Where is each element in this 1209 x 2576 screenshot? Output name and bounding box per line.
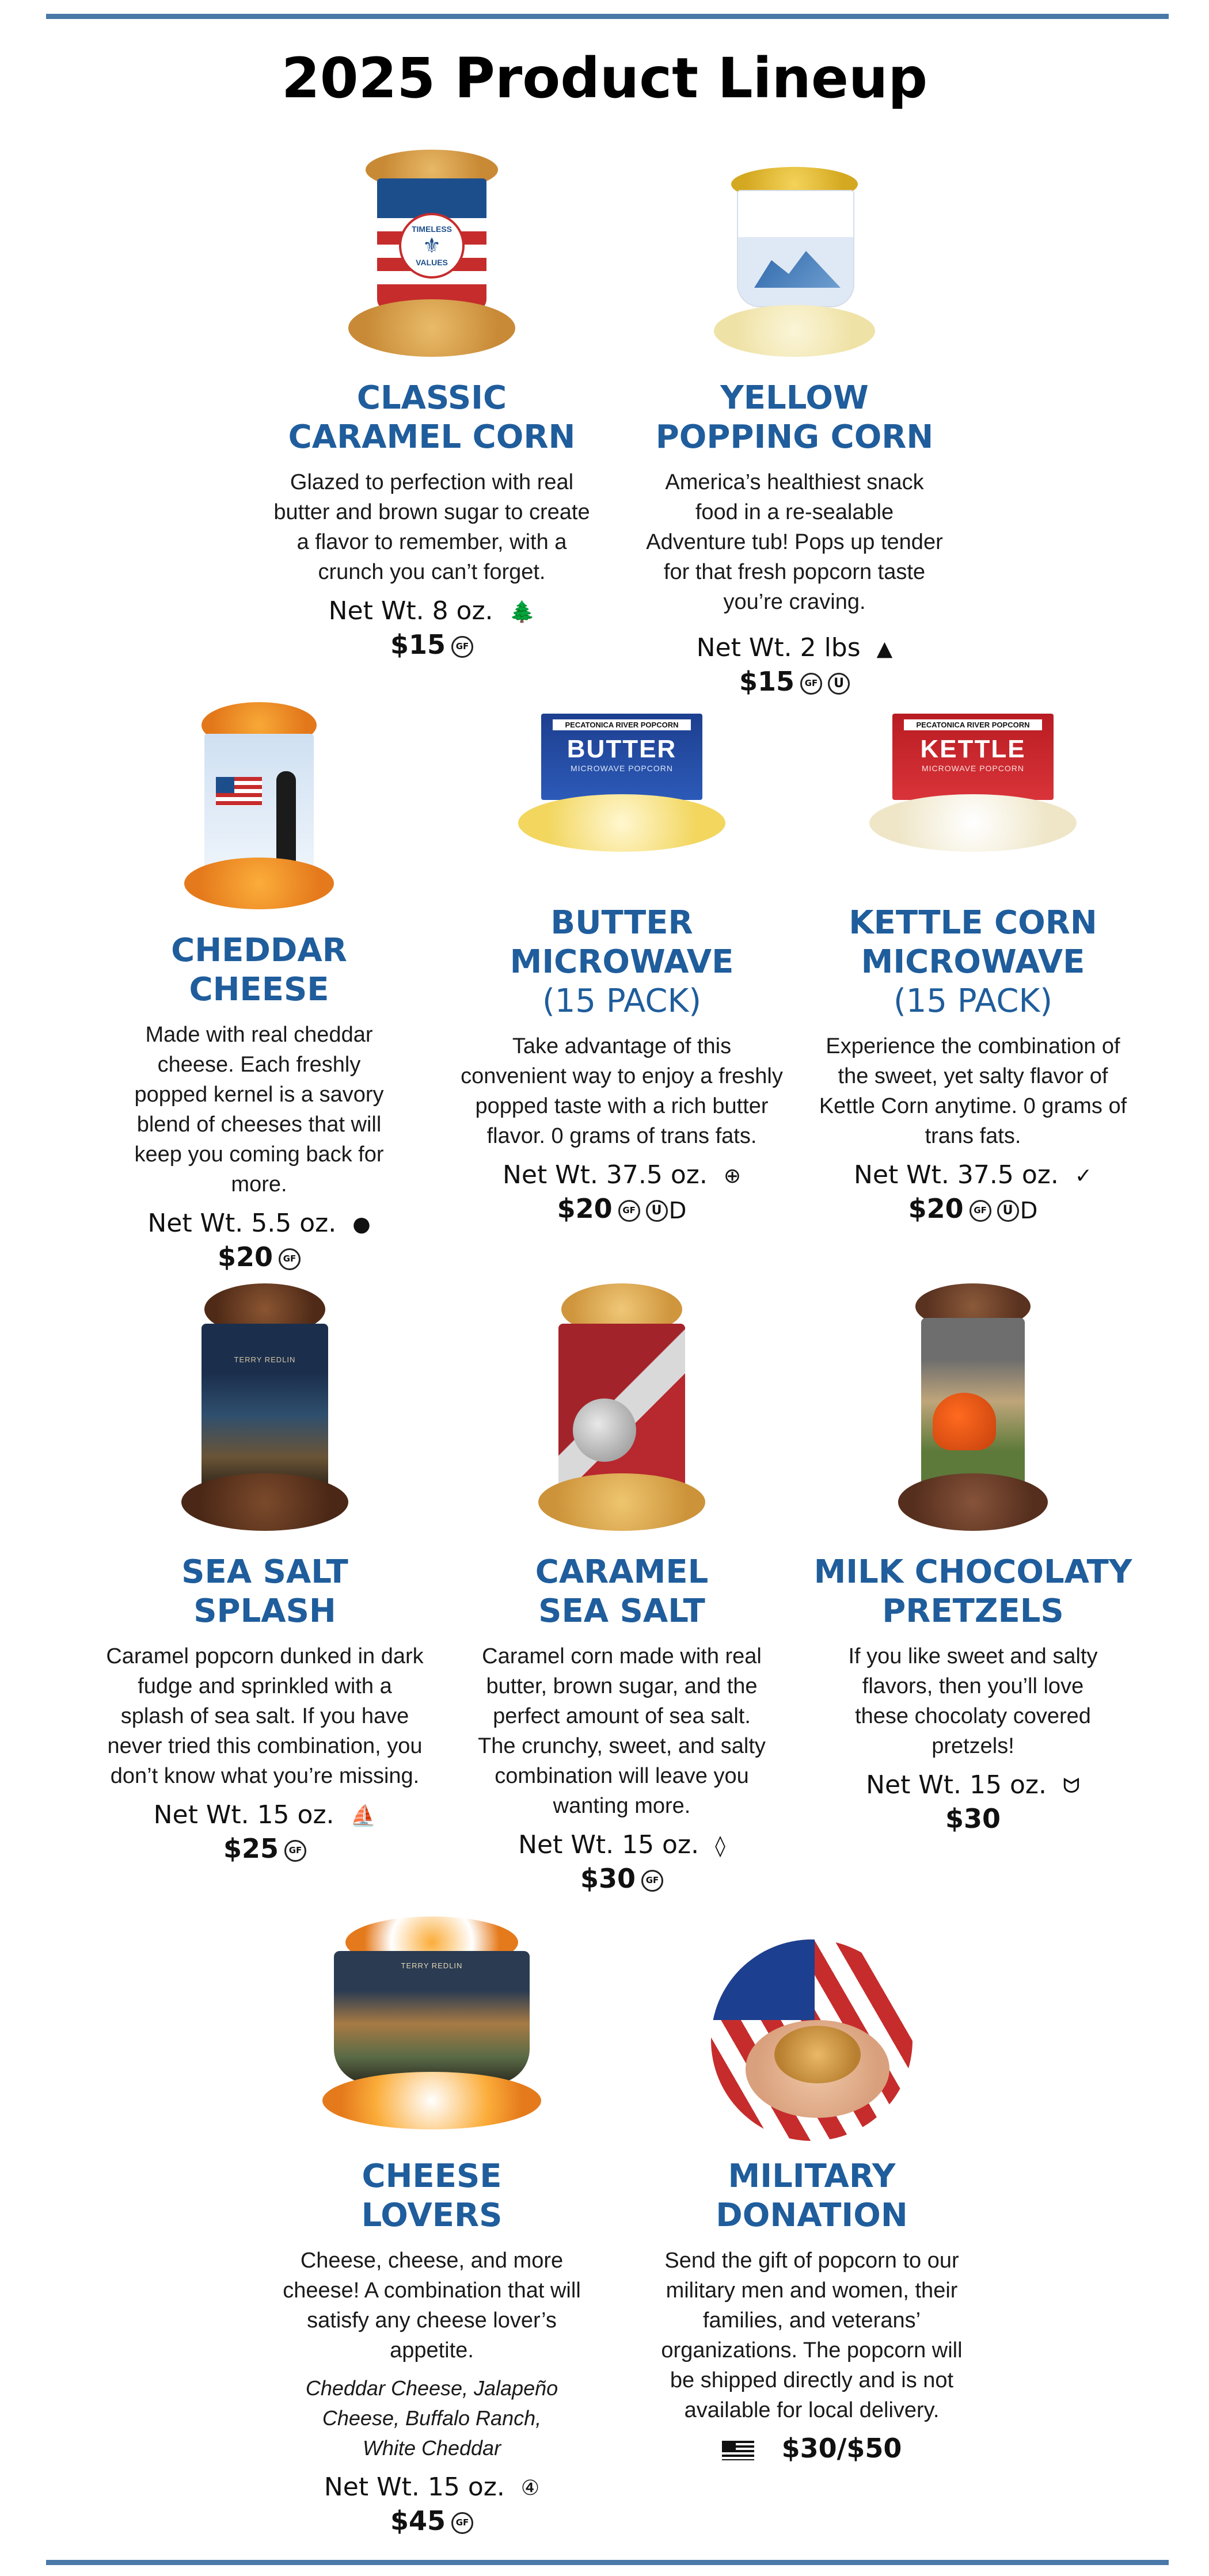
product-description: Caramel corn made with real butter, brown sugar, and the perfect amount of sea salt. The crunchy, sweet, and salty combination will leave you wanting more. bbox=[478, 1644, 766, 1818]
pack-size: (15 PACK) bbox=[542, 982, 702, 1020]
box-subtitle: MICROWAVE POPCORN bbox=[921, 764, 1024, 773]
product-description: America’s healthiest snack food in a re-sealable Adventure tub! Pops up tender for that fresh popcorn taste you’re craving. bbox=[646, 470, 943, 614]
product-card-kettle-corn-microwave[interactable] bbox=[800, 702, 1146, 1227]
price: $20 GF U D bbox=[557, 1193, 687, 1224]
product-name: MILK CHOCOLATY PRETZELS bbox=[813, 1553, 1132, 1630]
product-description: Made with real cheddar cheese. Each freshly popped kernel is a savory blend of cheeses that will keep you coming back for more. bbox=[134, 1023, 384, 1196]
page-title: 2025 Product Lineup bbox=[281, 46, 928, 110]
gluten-free-icon: GF bbox=[284, 1840, 306, 1862]
kettle-microwave-box-image bbox=[869, 714, 1077, 863]
price: $25 GF bbox=[92, 1832, 438, 1865]
gluten-free-icon: GF bbox=[641, 1870, 663, 1892]
net-weight: Net Wt. 15 oz. ◊ bbox=[449, 1829, 794, 1862]
price: $20 GF bbox=[92, 1241, 426, 1273]
product-name: YELLOW POPPING CORN bbox=[655, 379, 934, 456]
product-description: Cheese, cheese, and more cheese! A combination that will satisfy any cheese lover’s appetite. bbox=[283, 2249, 581, 2362]
dairy-mark: D bbox=[668, 1197, 687, 1224]
check-circle-icon: ✓ bbox=[1074, 1164, 1093, 1188]
caramel-corn-tin-image: TIMELESS ⚜ VALUES bbox=[348, 150, 515, 357]
box-header: PECATONICA RIVER POPCORN bbox=[553, 719, 691, 730]
gluten-free-icon: GF bbox=[618, 1200, 640, 1222]
product-card-cheese-lovers[interactable] bbox=[253, 1916, 610, 2537]
tin-text-bottom: VALUES bbox=[416, 258, 448, 267]
product-description: Glazed to perfection with real butter and brown sugar to create a flavor to remember, with a crunch you can’t forget. bbox=[273, 470, 590, 584]
caramel-sea-salt-tin-image bbox=[538, 1283, 705, 1531]
product-card-military-donation[interactable] bbox=[633, 1916, 990, 2464]
product-name: SEA SALT SPLASH bbox=[181, 1553, 348, 1630]
popping-corn-tub-image bbox=[708, 150, 881, 357]
kosher-u-icon: U bbox=[646, 1200, 668, 1222]
pretzel-icon: ᗢ bbox=[1063, 1774, 1080, 1798]
product-description: Experience the combination of the sweet, yet salty flavor of Kettle Corn anytime. 0 grams of trans fats. bbox=[819, 1034, 1127, 1148]
gluten-free-icon: GF bbox=[800, 673, 822, 695]
product-name: MILITARY DONATION bbox=[716, 2158, 908, 2234]
box-title: KETTLE bbox=[920, 735, 1026, 763]
product-description: Send the gift of popcorn to our military men and women, their families, and veterans’ organizations. The popcorn will be shipped directly and is not available for local delivery. bbox=[661, 2249, 963, 2422]
product-description: Take advantage of this convenient way to enjoy a freshly popped taste with a rich butter flavor. 0 grams of trans fats. bbox=[461, 1034, 783, 1148]
flavor-list: Cheddar Cheese, Jalapeño Cheese, Buffalo Ranch, White Cheddar bbox=[305, 2376, 558, 2460]
product-name: BUTTER MICROWAVE bbox=[510, 904, 734, 981]
product-name: CARAMEL SEA SALT bbox=[535, 1553, 709, 1630]
flag-icon bbox=[722, 2441, 754, 2460]
box-header: PECATONICA RIVER POPCORN bbox=[904, 719, 1042, 730]
pretzels-tin-image bbox=[898, 1283, 1048, 1531]
product-name: CLASSIC CARAMEL CORN bbox=[288, 379, 576, 456]
price: $45 GF bbox=[253, 2505, 610, 2537]
sea-salt-splash-tin-image bbox=[181, 1283, 348, 1531]
product-card-cheddar-cheese[interactable] bbox=[92, 702, 426, 1273]
military-donation-image bbox=[708, 1916, 915, 2135]
product-name: KETTLE CORN MICROWAVE bbox=[849, 904, 1097, 981]
top-rule bbox=[46, 14, 1169, 19]
price: $15 GF bbox=[265, 628, 599, 661]
circle-plus-icon: ⊕ bbox=[723, 1164, 742, 1188]
product-description: Caramel popcorn dunked in dark fudge and sprinkled with a splash of sea salt. If you have never tried this combination, you don’t know what you’re missing. bbox=[106, 1644, 424, 1788]
product-card-sea-salt-splash[interactable] bbox=[92, 1283, 438, 1865]
tin-text-top: TIMELESS bbox=[411, 224, 452, 234]
cheddar-tin-image bbox=[184, 702, 334, 909]
net-weight: Net Wt. 15 oz. ᗢ bbox=[800, 1769, 1146, 1803]
tin-brand: TERRY REDLIN bbox=[401, 1961, 463, 1970]
circled-four-icon: ④ bbox=[520, 2476, 540, 2500]
box-title: BUTTER bbox=[567, 735, 677, 763]
price: $30/$50 bbox=[633, 2432, 990, 2464]
cheese-lovers-tin-image bbox=[322, 1916, 541, 2135]
price: $20 GF U D bbox=[908, 1193, 1038, 1224]
kosher-u-icon: U bbox=[828, 673, 850, 695]
dairy-mark: D bbox=[1020, 1197, 1038, 1224]
circle-icon: ● bbox=[352, 1213, 371, 1236]
gluten-free-icon: GF bbox=[451, 2512, 473, 2534]
diamond-icon: ◊ bbox=[715, 1834, 725, 1858]
product-card-butter-microwave[interactable] bbox=[449, 702, 794, 1227]
net-weight: Net Wt. 37.5 oz. ✓ bbox=[800, 1159, 1146, 1192]
price: $30 bbox=[945, 1803, 1001, 1834]
gluten-free-icon: GF bbox=[279, 1248, 301, 1270]
price: $30 GF bbox=[449, 1862, 794, 1895]
net-weight: Net Wt. 5.5 oz. ● bbox=[92, 1207, 426, 1241]
net-weight: Net Wt. 8 oz. 🌲 bbox=[265, 595, 599, 628]
tin-brand: TERRY REDLIN bbox=[234, 1355, 296, 1364]
net-weight: Net Wt. 15 oz. ⛵ bbox=[92, 1799, 438, 1832]
bottom-rule bbox=[46, 2560, 1169, 2565]
butter-microwave-box-image bbox=[518, 714, 725, 863]
product-card-classic-caramel-corn[interactable] bbox=[265, 150, 599, 661]
kosher-u-icon: U bbox=[997, 1200, 1019, 1222]
product-card-milk-chocolaty-pretzels[interactable] bbox=[800, 1283, 1146, 1835]
product-card-caramel-sea-salt[interactable] bbox=[449, 1283, 794, 1895]
product-name: CHEDDAR CHEESE bbox=[171, 932, 347, 1008]
net-weight: Net Wt. 37.5 oz. ⊕ bbox=[449, 1159, 794, 1192]
net-weight: Net Wt. 15 oz. ④ bbox=[253, 2471, 610, 2505]
sailboat-icon: ⛵ bbox=[350, 1804, 377, 1828]
product-name: CHEESE LOVERS bbox=[361, 2158, 503, 2234]
gluten-free-icon: GF bbox=[970, 1200, 991, 1222]
triangle-icon: ▲ bbox=[876, 637, 893, 661]
product-description: If you like sweet and salty flavors, then you’ll love these chocolaty covered pretzels! bbox=[848, 1644, 1098, 1758]
product-card-yellow-popping-corn[interactable] bbox=[622, 150, 967, 698]
pack-size: (15 PACK) bbox=[893, 982, 1053, 1020]
tree-icon: 🌲 bbox=[509, 600, 535, 624]
net-weight: Net Wt. 2 lbs ▲ bbox=[622, 632, 967, 665]
price: $15 GF U bbox=[622, 665, 967, 698]
box-subtitle: MICROWAVE POPCORN bbox=[570, 764, 673, 773]
gluten-free-icon: GF bbox=[451, 636, 473, 658]
